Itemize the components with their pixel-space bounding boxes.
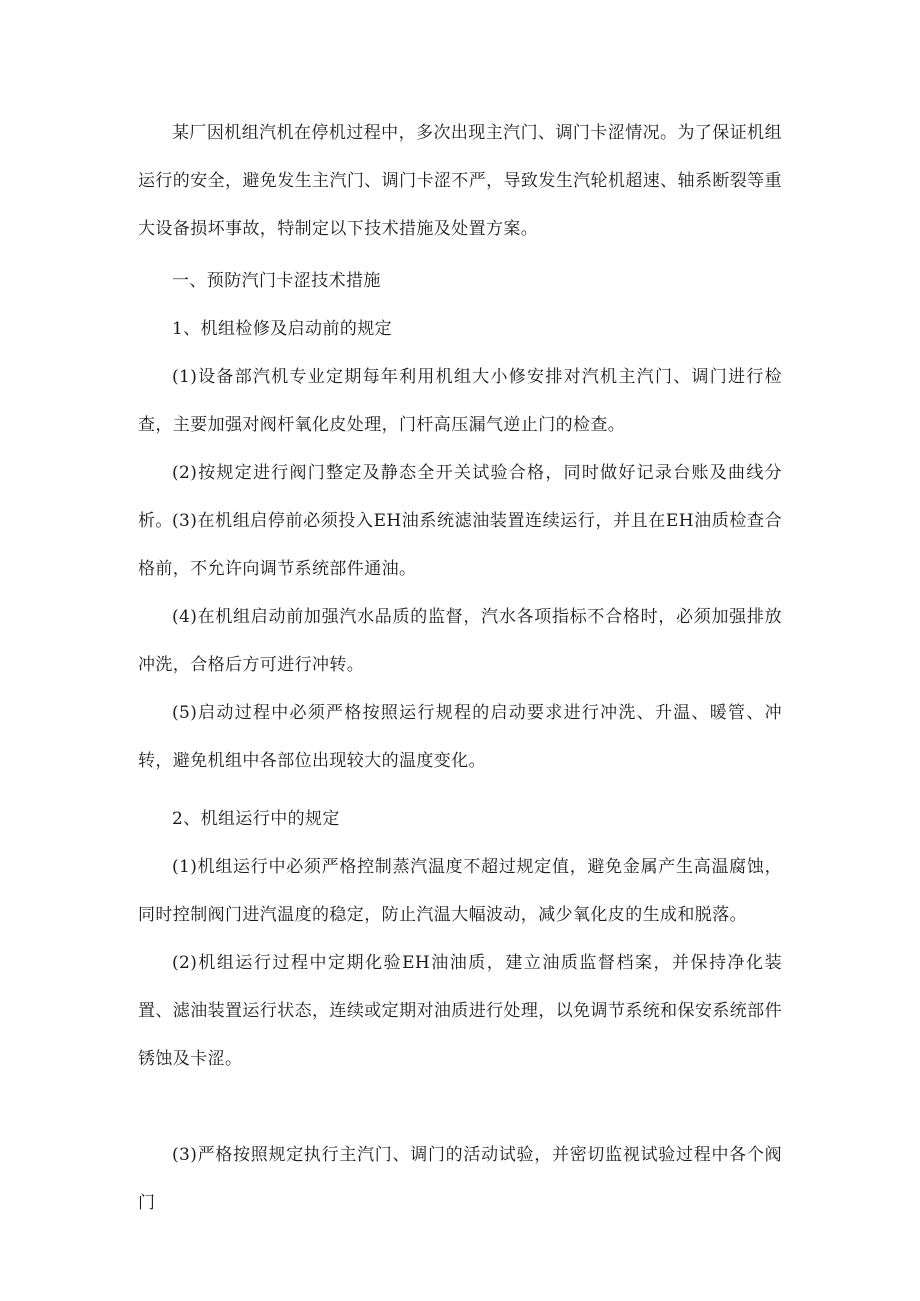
list-item: (2)机组运行过程中定期化验EH油油质，建立油质监督档案，并保持净化装置、滤油装置运行状态，连续或定期对油质进行处理，以免调节系统和保安系统部件锈蚀及卡涩。: [138, 953, 782, 1069]
list-item: (1)设备部汽机专业定期每年利用机组大小修安排对汽机主汽门、调门进行检查，主要加强对阀杆氧化皮处理，门杆高压漏气逆止门的检查。: [138, 367, 782, 435]
list-item: (1)机组运行中必须严格控制蒸汽温度不超过规定值，避免金属产生高温腐蚀，同时控制阀门进汽温度的稳定，防止汽温大幅波动，减少氧化皮的生成和脱落。: [138, 857, 782, 925]
list-item: (3)在机组启停前必须投入EH油系统滤油装置连续运行，并且在EH油质检查合格前，不允许向调节系统部件通油。: [138, 511, 782, 579]
list-item: (5)启动过程中必须严格按照运行规程的启动要求进行冲洗、升温、暖管、冲转，避免机组中各部位出现较大的温度变化。: [138, 703, 782, 771]
section-heading-prevention-measures: 一、预防汽门卡涩技术措施: [172, 271, 381, 291]
intro-paragraph: 某厂因机组汽机在停机过程中，多次出现主汽门、调门卡涩情况。为了保证机组运行的安全，避免发生主汽门、调门卡涩不严，导致发生汽轮机超速、轴系断裂等重大设备损坏事故，特制定以下技术措施及处置方案。: [138, 123, 782, 239]
list-item: (3)严格按照规定执行主汽门、调门的活动试验，并密切监视试验过程中各个阀门: [138, 1145, 782, 1213]
list-item: (2)按规定进行阀门整定及静态全开关试验合格，同时做好记录台账及曲线分析。: [138, 463, 782, 531]
list-item: (4)在机组启动前加强汽水品质的监督，汽水各项指标不合格时，必须加强排放冲洗，合格后方可进行冲转。: [138, 607, 782, 675]
subsection-heading-operation: 2、机组运行中的规定: [172, 809, 340, 829]
subsection-heading-overhaul-startup: 1、机组检修及启动前的规定: [172, 319, 393, 339]
